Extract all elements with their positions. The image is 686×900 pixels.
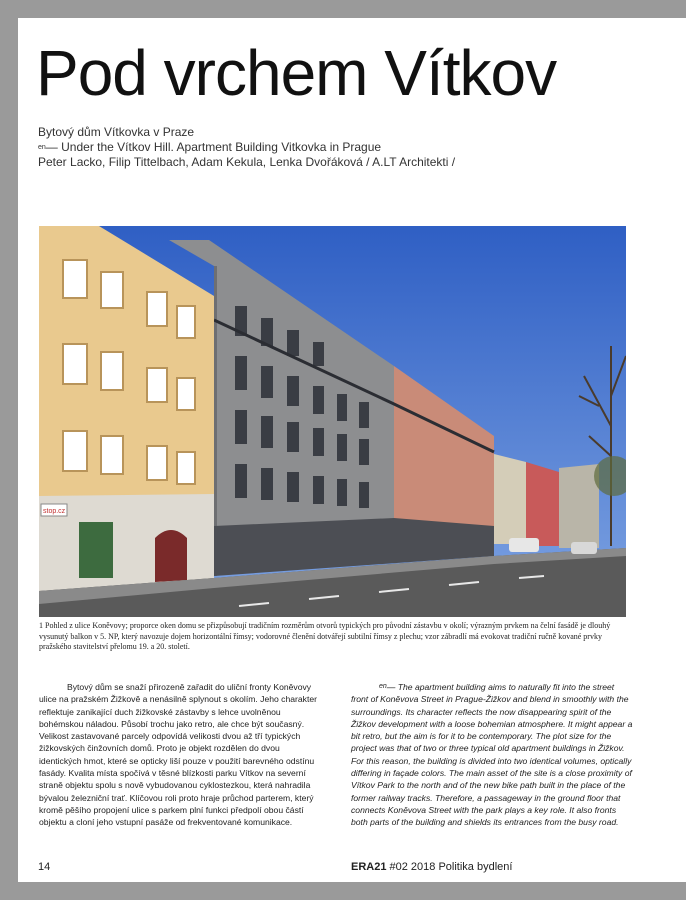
building-photo-illustration — [39, 226, 626, 617]
magazine-page — [18, 18, 686, 882]
body-en-paragraph — [351, 681, 633, 829]
body-text-en — [351, 681, 633, 829]
building-photo — [39, 226, 626, 617]
parked-car — [509, 538, 539, 552]
footer — [351, 861, 512, 873]
page-number: 14 — [38, 861, 51, 873]
shop-sign: stop.cz — [43, 508, 66, 515]
distant-building — [559, 464, 599, 548]
footer-issue: #02 2018 Politika bydlení — [386, 861, 513, 873]
footer-brand: ERA21 — [351, 861, 387, 873]
distant-building — [494, 454, 526, 544]
arched-door — [155, 530, 187, 582]
body-cz-paragraph: Bytový dům se snaží přirozeně zařadit do uliční fronty Koněvovy ulice na pražském Žižkově a nenásilně splynout s okolím. Jeho charakter reflektuje zanikající duch žižkovské zástavby s lehce uvolněnou bohémskou náladou. Působí trochu jako retro, ale chce být současný. Velikost zastavované parcely odpovídá velikosti dvou až tří typických žižkovských činžovních domů. Proto je objekt rozdělen do dvou identických hmot, které se opticky liší pouze v použití barevného odstínu fasády. Kvalita místa spočívá v těsné blízkosti parku Vítkov na severní straně objektu spolu s nově vybudovanou cyklostezkou, která nahradila bývalou železniční trať. Klíčovou roli proto hraje průchod parterem, který kromě pěšího propojení ulice s parkem plní funkci předpolí obou částí objektu a cloní jeho vstupní pasáže od frekventované komunikace. — [39, 682, 318, 828]
subtitle-en-line — [38, 140, 455, 155]
body-en-text: — The apartment building aims to naturally fit into the street front of Koněvova Street in Prague-Žižkov and blend in smoothly with the surroundings. Its character reflects the now disappearing spirit of the Žižkov development with a loose bohemian atmosphere. It might appear a bit retro, but the aim is for it to be contemporary. The plot size for the project was that of two or three typical old apartment buildings in Žižkov. For this reason, the building is divided into two identical volumes, optically differing in façade colors. The main asset of the site is a close proximity of Vítkov Park to the north and of the new bike path built in the place of the former railway tracks. Therefore, a passageway in the ground floor that connects Koněvova Street with the park plays a key role. It also fronts both parts of the building and shields its entrances from the busy road. — [351, 682, 633, 828]
distant-red-building — [526, 462, 559, 546]
green-door — [79, 522, 113, 578]
en-language-mark: en — [38, 144, 46, 151]
article-subtitle — [38, 125, 455, 170]
en-language-mark: en — [379, 683, 387, 690]
parked-car — [571, 542, 597, 554]
subtitle-cz: Bytový dům Vítkovka v Praze — [38, 125, 195, 139]
article-title: Pod vrchem Vítkov — [36, 37, 557, 109]
photo-caption: 1 Pohled z ulice Koněvovy; proporce oken domu se přizpůsobují tradičním rozměrům otvorů typických pro původní zástavbu v okolí; výrazným prvkem na čelní fasádě je dlouhý vysunutý balkon v 5. NP, který navozuje dojem horizontální římsy; vodorovné členění dotvářejí subtilní římsy z plechu; vzor zábradlí má evokovat tradiční ručně kované prvky pražského stavitelství přelomu 19. a 20. století. — [39, 621, 611, 651]
subtitle-en: — Under the Vítkov Hill. Apartment Building Vitkovka in Prague — [45, 140, 382, 154]
subtitle-authors: Peter Lacko, Filip Tittelbach, Adam Kekula, Lenka Dvořáková / A.LT Architekti / — [38, 155, 456, 169]
body-text-cz — [39, 681, 321, 829]
